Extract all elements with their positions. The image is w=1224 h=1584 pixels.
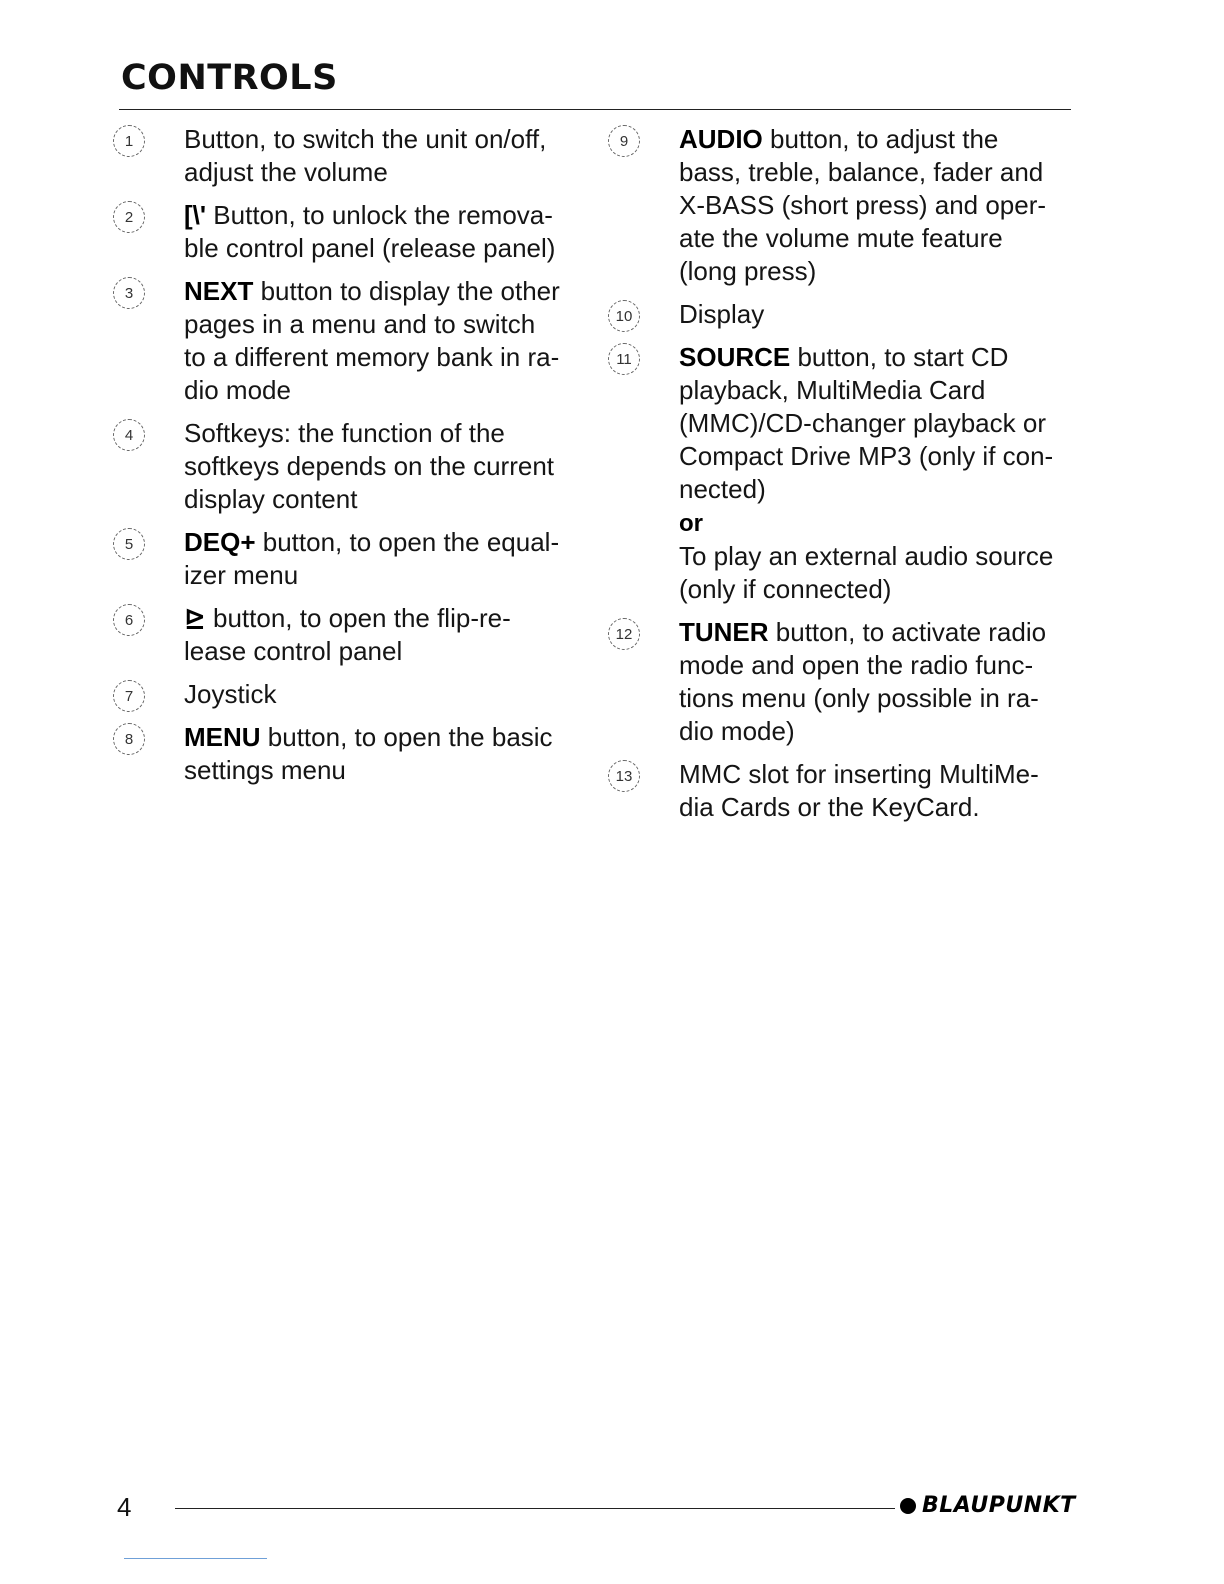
or-separator: or [679,510,703,537]
control-item [608,616,1078,748]
right-column [608,123,1078,834]
control-item [113,123,593,189]
item-text: Softkeys: the function of the softkeys depends on the current display content [184,418,555,514]
scan-artifact-line [124,1558,267,1559]
button-name: DEQ+ [184,527,256,557]
item-text: NEXT button to display the other pages in a menu and to switch to a different memory bank in ra- dio mode [184,276,560,405]
button-name: NEXT [184,276,254,306]
item-number: 7 [113,680,145,712]
brand-logo [900,1493,1076,1518]
control-item [113,721,593,787]
left-column [113,123,593,797]
item-number: 4 [113,419,145,451]
control-item [113,275,593,407]
item-text: Joystick [184,679,277,709]
brand-dot-icon [900,1498,916,1514]
item-number: 8 [113,723,145,755]
item-number: 5 [113,528,145,560]
control-item [113,526,593,592]
item-text: MMC slot for inserting MultiMe- dia Cards or the KeyCard. [679,759,1039,822]
button-name: SOURCE [679,342,791,372]
item-number: 10 [608,300,640,332]
control-item [608,123,1078,288]
control-item [608,298,1078,331]
item-text: SOURCE button, to start CD playback, MultiMedia Card (MMC)/CD-changer playback or Compact Drive MP3 (only if con- nected) or To play an external audio source (only if connected) [679,342,1054,604]
page-title: CONTROLS [121,58,338,98]
release-panel-icon: [\' [184,200,214,230]
item-text: ⊵ button, to open the flip-re- lease control panel [184,603,511,666]
flip-release-icon: ⊵ [184,603,214,633]
control-item [113,602,593,668]
item-number: 13 [608,760,640,792]
item-text: TUNER button, to activate radio mode and open the radio func- tions menu (only possible in ra- dio mode) [679,617,1047,746]
button-name: MENU [184,722,261,752]
item-number: 1 [113,125,145,157]
item-text: MENU button, to open the basic settings menu [184,722,553,785]
button-name: TUNER [679,617,769,647]
footer-rule [175,1508,895,1509]
item-text: [\' Button, to unlock the remova- ble control panel (release panel) [184,200,556,263]
heading-rule [119,109,1071,110]
item-text: AUDIO button, to adjust the bass, treble, balance, fader and X-BASS (short press) and oper- ate the volume mute feature (long press) [679,124,1047,286]
item-number: 2 [113,201,145,233]
page-number: 4 [117,1492,132,1522]
item-text: DEQ+ button, to open the equal- izer menu [184,527,560,590]
control-item [113,417,593,516]
item-number: 6 [113,604,145,636]
control-item [608,341,1078,606]
item-text: Button, to switch the unit on/off, adjust the volume [184,124,547,187]
item-number: 12 [608,618,640,650]
control-item [608,758,1078,824]
control-item [113,678,593,711]
item-number: 9 [608,125,640,157]
control-item [113,199,593,265]
brand-name: BLAUPUNKT [922,1493,1076,1518]
item-number: 11 [608,343,640,375]
button-name: AUDIO [679,124,763,154]
item-number: 3 [113,277,145,309]
item-text: Display [679,299,765,329]
